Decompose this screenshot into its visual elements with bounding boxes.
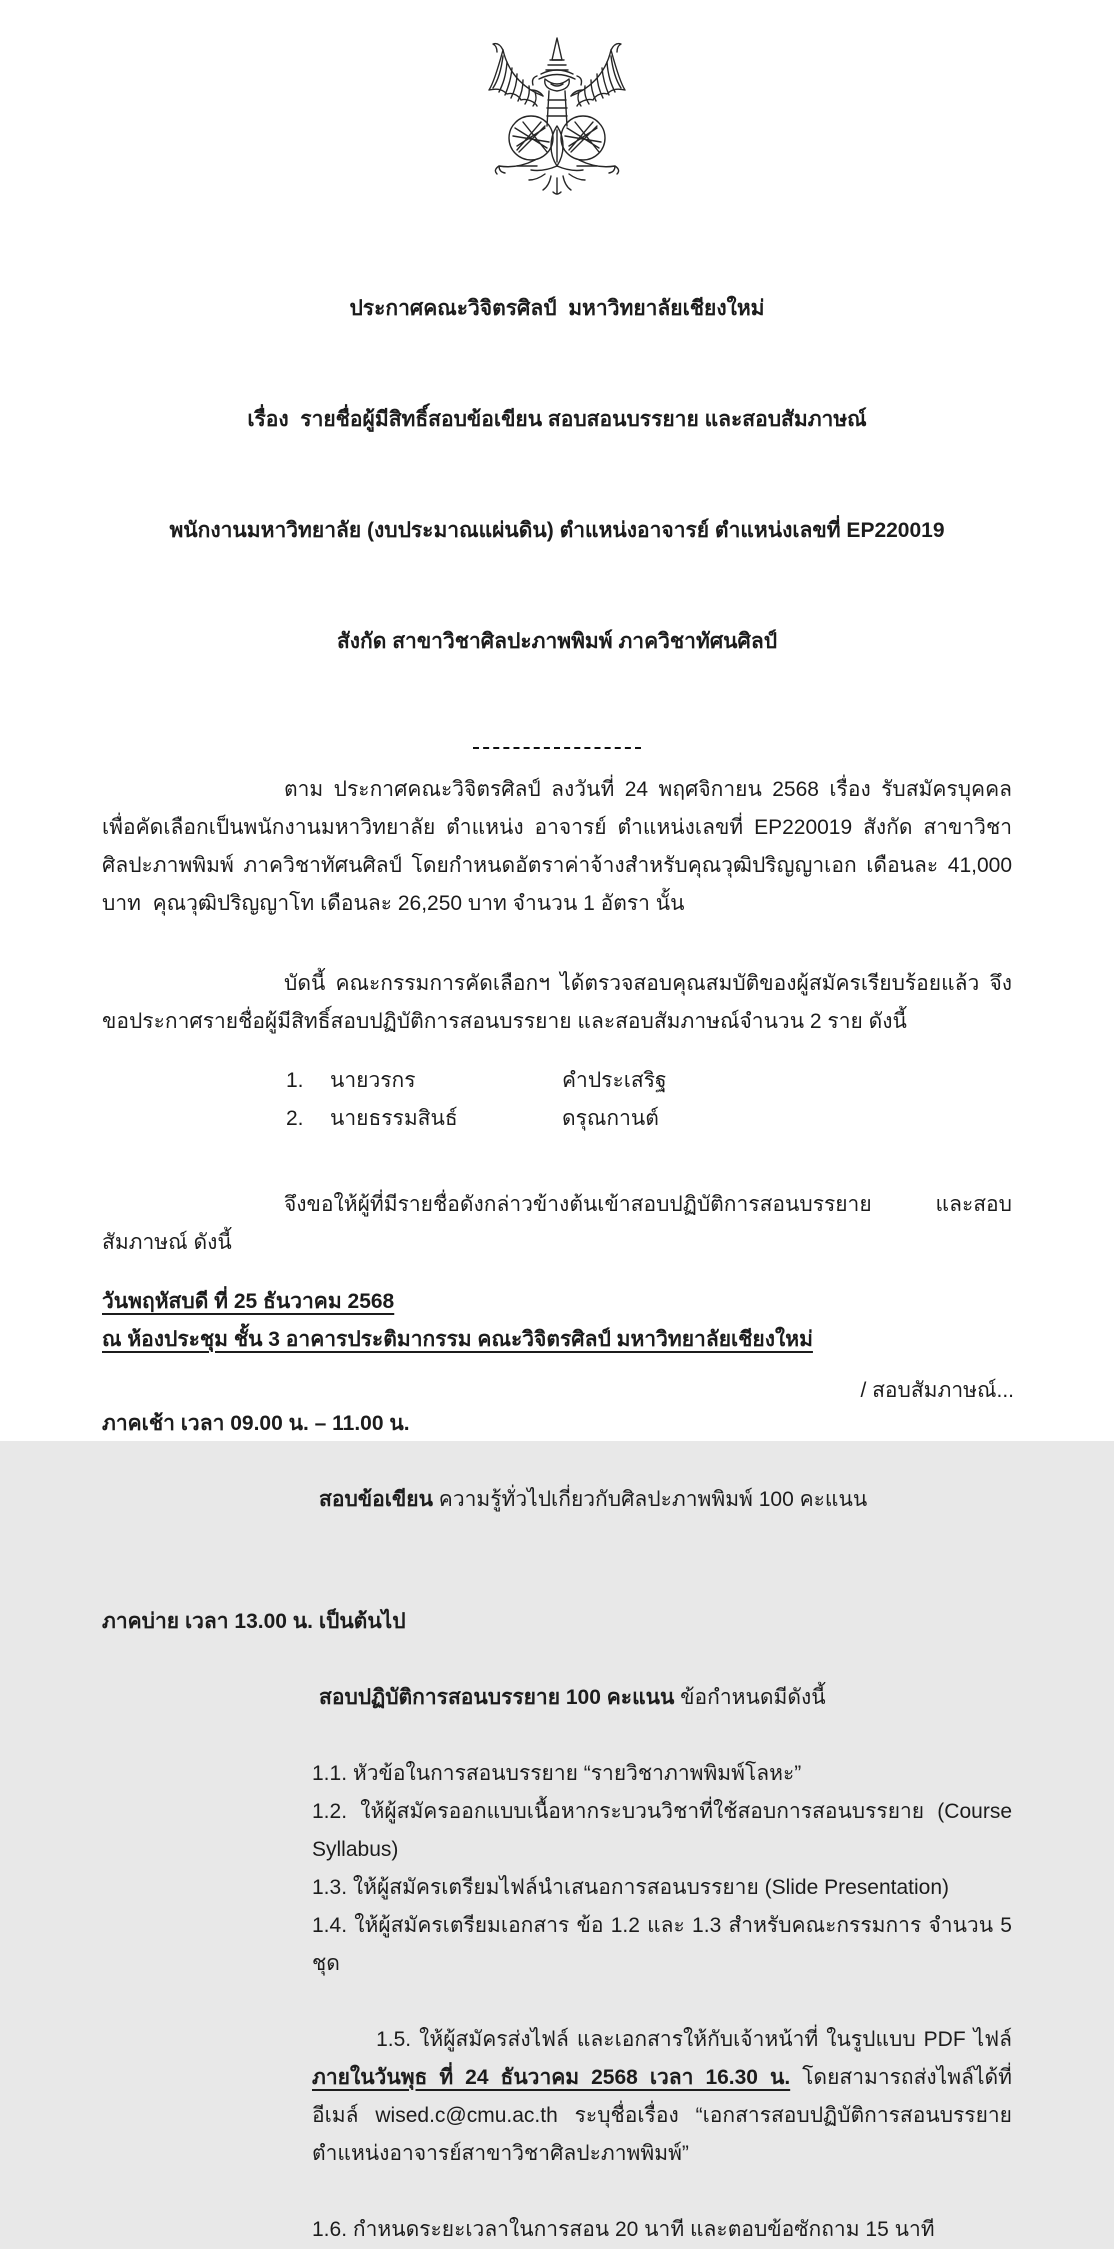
paragraph-background: ตาม ประกาศคณะวิจิตรศิลป์ ลงวันที่ 24 พฤศจิกายน 2568 เรื่อง รับสมัครบุคคลเพื่อคัดเลือกเป็นพนักงานมหาวิทยาลัย ตำแหน่ง อาจารย์ ตำแหน่งเลขที่ EP220019 สังกัด สาขาวิชาศิลปะภาพพิมพ์ ภาควิชาทัศนศิลป์ โดยกำหนดอัตราค่าจ้างสำหรับคุณวุฒิปริญญาเอก เดือนละ 41,000 บาท คุณวุฒิปริญญาโท เดือนละ 26,250 บาท จำนวน 1 อัตรา นั้น: [102, 778, 1018, 915]
afternoon-exam-type: สอบปฏิบัติการสอนบรรยาย 100 คะแนน: [319, 1686, 675, 1709]
paragraph-eligible-announcement: บัดนี้ คณะกรรมการคัดเลือกฯ ได้ตรวจสอบคุณสมบัติของผู้สมัครเรียบร้อยแล้ว จึงขอประกาศรายชื่อผู้มีสิทธิ์สอบปฏิบัติการสอนบรรยาย และสอบสัมภาษณ์จำนวน 2 ราย ดังนี้: [102, 972, 1012, 1033]
exam-date-line: วันพฤหัสบดี ที่ 25 ธันวาคม 2568: [102, 1290, 395, 1313]
requirement-item-1-1: 1.1. หัวข้อในการสอนบรรยาย “รายวิชาภาพพิมพ์โลหะ”: [312, 1762, 802, 1785]
requirements-list: [102, 1755, 1018, 2249]
afternoon-session-header: ภาคบ่าย เวลา 13.00 น. เป็นต้นไป: [102, 1610, 406, 1633]
paragraph-exam-invitation: จึงขอให้ผู้ที่มีรายชื่อดังกล่าวข้างต้นเข้าสอบปฏิบัติการสอนบรรยาย และสอบสัมภาษณ์ ดังนี้: [102, 1193, 1012, 1254]
section-divider: [473, 746, 641, 749]
requirement-item-1-5: [102, 1983, 1018, 2211]
candidate-number: 2.: [286, 1107, 304, 1130]
requirement-1-5-prefix: 1.5. ให้ผู้สมัครส่งไฟล์ และเอกสารให้กับเจ้าหน้าที่ ในรูปแบบ PDF ไฟล์: [376, 2028, 1018, 2051]
requirement-1-5-deadline: ภายในวันพุธ ที่ 24 ธันวาคม 2568 เวลา 16.30 น.: [312, 2066, 791, 2089]
candidate-list: [102, 1062, 1012, 1138]
candidate-first-name: นายวรกร: [330, 1069, 416, 1092]
exam-venue-line: ณ ห้องประชุม ชั้น 3 อาคารประติมากรรม คณะวิจิตรศิลป์ มหาวิทยาลัยเชียงใหม่: [102, 1328, 813, 1351]
document-body: [0, 216, 1114, 2249]
afternoon-session-detail: [102, 1641, 1012, 1755]
title-line-subject: เรื่อง รายชื่อผู้มีสิทธิ์สอบข้อเขียน สอบสอนบรรยาย และสอบสัมภาษณ์: [247, 408, 867, 431]
candidate-row: [286, 1062, 1012, 1100]
candidate-first-name: นายธรรมสินธ์: [330, 1107, 458, 1130]
requirement-item-1-3: 1.3. ให้ผู้สมัครเตรียมไฟล์นำเสนอการสอนบรรยาย (Slide Presentation): [312, 1876, 950, 1899]
morning-session-detail: [102, 1443, 1012, 1557]
morning-session-header: ภาคเช้า เวลา 09.00 น. – 11.00 น.: [102, 1412, 410, 1435]
morning-exam-type: สอบข้อเขียน: [319, 1488, 433, 1511]
candidate-row: [286, 1100, 1012, 1138]
title-line-position: พนักงานมหาวิทยาลัย (งบประมาณแผ่นดิน) ตำแหน่งอาจารย์ ตำแหน่งเลขที่ EP220019: [169, 519, 945, 542]
requirement-item-1-2: 1.2. ให้ผู้สมัครออกแบบเนื้อหากระบวนวิชาที่ใช้สอบการสอนบรรยาย (Course Syllabus): [312, 1800, 1018, 1861]
candidate-last-name: ดรุณกานต์: [562, 1107, 659, 1130]
requirement-item-1-4: 1.4. ให้ผู้สมัครเตรียมเอกสาร ข้อ 1.2 และ 1.3 สำหรับคณะกรรมการ จำนวน 5 ชุด: [312, 1914, 1018, 1975]
morning-exam-description: ความรู้ทั่วไปเกี่ยวกับศิลปะภาพพิมพ์ 100 คะแนน: [432, 1488, 868, 1511]
requirement-1-5-suffix: โดยสามารถส่งไพล์ได้ที่ อีเมล์ wised.c@cmu.ac.th ระบุชื่อเรื่อง “เอกสารสอบปฏิบัติการสอนบรรยาย ตำแหน่งอาจารย์สาขาวิชาศิลปะภาพพิมพ์”: [312, 2066, 1018, 2165]
candidate-last-name: คำประเสริฐ: [562, 1069, 667, 1092]
continuation-note: / สอบสัมภาษณ์...: [860, 1379, 1014, 1402]
garuda-icon: [479, 34, 635, 202]
garuda-emblem: [0, 0, 1114, 202]
title-line-department: สังกัด สาขาวิชาศิลปะภาพพิมพ์ ภาควิชาทัศนศิลป์: [336, 630, 778, 653]
afternoon-exam-description: ข้อกำหนดมีดังนี้: [674, 1686, 826, 1709]
candidate-number: 1.: [286, 1069, 304, 1092]
announcement-title-block: [102, 216, 1012, 734]
title-line-issuer: ประกาศคณะวิจิตรศิลป์ มหาวิทยาลัยเชียงใหม่: [349, 297, 765, 320]
requirement-item-1-6: 1.6. กำหนดระยะเวลาในการสอน 20 นาที และตอบข้อซักถาม 15 นาที: [312, 2218, 935, 2241]
